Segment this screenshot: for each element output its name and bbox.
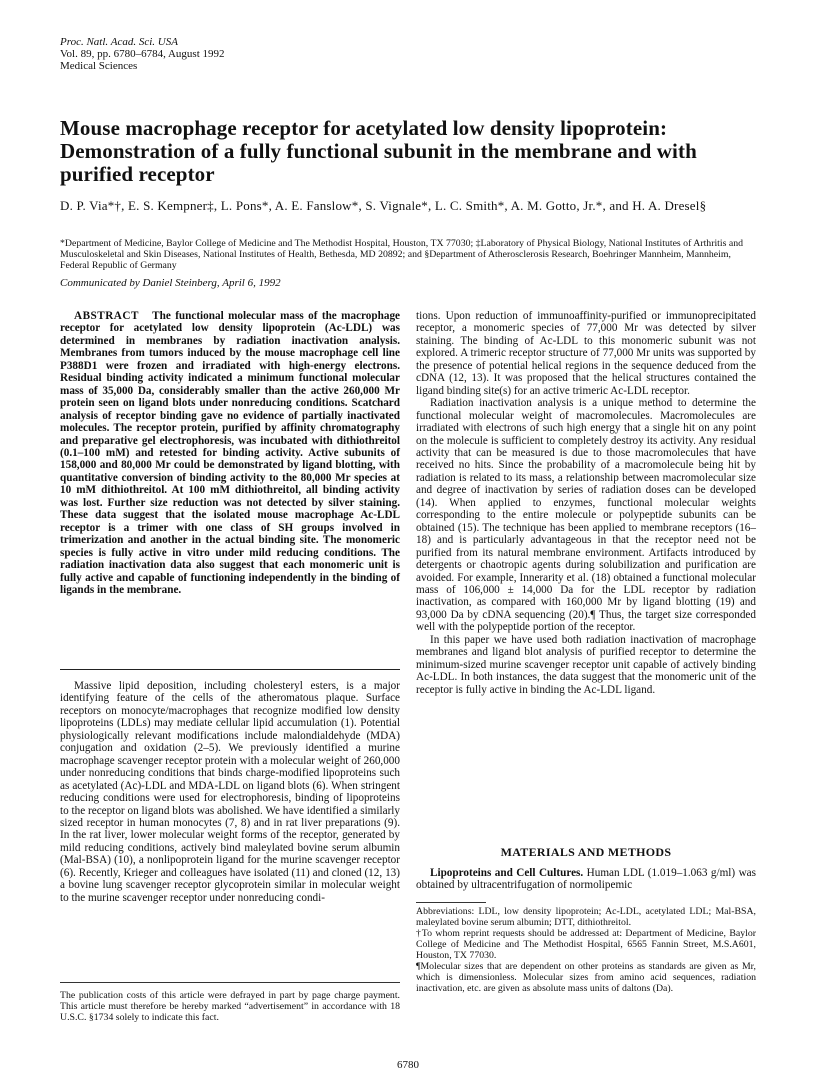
abstract [60,310,400,596]
paper-title: Mouse macrophage receptor for acetylated low density lipoprotein: Demonstration of a fully functional subunit in the membrane and with purified receptor [60,116,697,186]
footnote-divider [416,902,486,903]
abstract-divider [60,669,400,670]
right-paragraph-3: In this paper we have used both radiation inactivation of macrophage membranes and ligand blot analysis of purified receptor to determine the minimum-sized murine scavenger receptor unit capable of actively binding Ac-LDL. In both instances, the data suggest that the monomeric unit of the receptor is fully active in binding the Ac-LDL ligand. [416,633,756,696]
footnote-abbreviations: Abbreviations: LDL, low density lipoprotein; Ac-LDL, acetylated LDL; Mal-BSA, maleylated bovine serum albumin; DTT, dithiothreitol. [416,906,756,928]
journal-header [60,36,225,72]
publication-costs-note [60,990,400,1023]
publication-divider [60,982,400,983]
communicated-by: Communicated by Daniel Steinberg, April 6, 1992 [60,277,281,289]
right-column [416,310,756,696]
journal-section: Medical Sciences [60,60,138,72]
footnote-molecular-sizes: ¶Molecular sizes that are dependent on other proteins as standards are given as Mr, which is dimensionless. Molecular sizes from amino acid sequences, radiation inactivation, etc. are given as absolute mass units of daltons (Da). [416,961,756,994]
methods-text [416,867,756,892]
footnotes-right [416,906,756,994]
footnote-reprint: †To whom reprint requests should be addressed at: Department of Medicine, Baylor College of Medicine and The Methodist Hospital, 6565 Fannin Street, M.S.A601, Houston, TX 77030. [416,928,756,961]
abstract-text: The functional molecular mass of the macrophage receptor for acetylated low density lipoprotein (Ac-LDL) was determined in membranes by radiation inactivation analysis. Membranes from tumors induced by the mouse macrophage cell line P388D1 were frozen and irradiated with high-energy electrons. Residual binding activity indicated a minimum functional molecular mass of 35,000 Da, considerably smaller than the active 260,000 Mr protein seen on ligand blots under nonreducing conditions. Scatchard analysis of receptor binding gave no evidence of partially inactivated molecules. The receptor protein, purified by affinity chromatography and preparative gel electrophoresis, was incubated with dithiothreitol (0.1–100 mM) and retested for binding activity. Active subunits of 158,000 and 80,000 Mr could be demonstrated by ligand blotting, with quantitative conversion of binding activity to the 80,000 Mr species at 10 mM dithiothreitol. At 100 mM dithiothreitol, all binding activity was lost. Further size reduction was not detected by silver staining. These data suggest that the isolated mouse macrophage Ac-LDL receptor is a trimer with one class of SH groups involved in trimerization and another in the actual binding site. The monomeric species is fully active in vitro under mild reducing conditions. The radiation inactivation data also suggest that each monomeric unit is fully active and capable of functioning independently in the binding of ligands in the membrane. [60,310,400,596]
journal-name: Proc. Natl. Acad. Sci. USA [60,36,178,48]
methods-heading: MATERIALS AND METHODS [500,845,672,859]
methods-body: Human LDL (1.019–1.063 g/ml) was obtained by ultracentrifugation of normolipemic [416,867,756,892]
right-paragraph-1: tions. Upon reduction of immunoaffinity-purified or immunoprecipitated receptor, a monomeric species of 77,000 Mr was detected by silver staining. The binding of Ac-LDL to this monomeric subunit was not explored. A trimeric receptor structure of 77,000 Mr units was supported by the presence of potential helical regions in the sequence deduced from the cDNA (12, 13). It was proposed that the helical structures contained the ligand binding site(s) for an active trimeric Ac-LDL receptor. [416,310,756,397]
page-number: 6780 [397,1059,419,1071]
right-paragraph-2: Radiation inactivation analysis is a unique method to determine the functional molecular weight of macromolecules. Macromolecules are irradiated with electrons of such high energy that a single hit on any point on the molecule is sufficient to completely destroy its activity. Any residual activity that can be measured is due to those macromolecules that have received no hits. Since the probability of a macromolecule being hit by radiation is related to its mass, a relationship between macromolecular size and degree of inactivation by series of radiation doses can be developed (14). When applied to enzymes, functional molecular weights corresponding to the entire molecule or polypeptide subunits can be obtained (15). The technique has been applied to membrane receptors (16–18) and is particularly advantageous in that the receptor need not be purified from its natural membrane environment. Artifacts introduced by detergents or chaotropic agents during solubilization and purification are avoided. For example, Innerarity et al. (18) obtained a functional molecular mass of 106,000 ± 14,000 Da for the LDL receptor by radiation inactivation, as compared with 160,000 Mr by ligand blotting (19) and 93,000 Da by cDNA sequencing (20).¶ Thus, the target size corresponded well with the polypeptide portion of the receptor. [416,397,756,634]
author-list: D. P. Via*†, E. S. Kempner‡, L. Pons*, A. E. Fanslow*, S. Vignale*, L. C. Smith*, A. M. Gotto, Jr.*, and H. A. Dresel§ [60,198,707,213]
abstract-label: ABSTRACT [74,310,139,322]
affiliations: *Department of Medicine, Baylor College of Medicine and The Methodist Hospital, Houston, TX 77030; ‡Laboratory of Physical Biology, National Institutes of Arthritis and Musculoskeletal and Skin Diseases, National Institutes of Health, Bethesda, MD 20892; and §Department of Atherosclerosis Research, Boehringer Mannheim, Mannheim, Federal Republic of Germany [60,238,744,271]
publication-costs-text: The publication costs of this article were defrayed in part by page charge payment. This article must therefore be hereby marked “advertisement” in accordance with 18 U.S.C. §1734 solely to indicate this fact. [60,990,400,1023]
introduction-text [60,680,400,904]
methods-subheading: Lipoproteins and Cell Cultures. [430,867,584,879]
intro-paragraph: Massive lipid deposition, including cholesteryl esters, is a major identifying feature of the cells of the atheromatous plaque. Surface receptors on monocyte/macrophages that recognize modified low density lipoproteins (LDLs) may mediate cellular lipid accumulation (1). Potential physiologically relevant modifications include malondialdehyde (MDA) conjugation and oxidation (2–5). We previously identified a murine macrophage scavenger receptor protein with a molecular weight of 260,000 under nonreducing conditions that binds charge-modified lipoproteins such as acetylated (Ac)-LDL and MDA-LDL on ligand blots (6). When stringent reducing conditions were used for electrophoresis, binding of lipoproteins to the receptor on ligand blots was abolished. We have identified a similarly sized receptor in human monocytes (7, 8) and in rat liver preparations (9). In the rat liver, lower molecular weight forms of the receptor, generated by mild reducing conditions, actively bind maleylated bovine serum albumin (Mal-BSA) (10), a nonlipoprotein ligand for the murine scavenger receptor (6). Recently, Krieger and colleagues have isolated (11) and cloned (12, 13) a bovine lung scavenger receptor glycoprotein similar in molecular weight to the murine scavenger receptor under nonreducing condi- [60,680,400,904]
journal-volume: Vol. 89, pp. 6780–6784, August 1992 [60,48,225,60]
